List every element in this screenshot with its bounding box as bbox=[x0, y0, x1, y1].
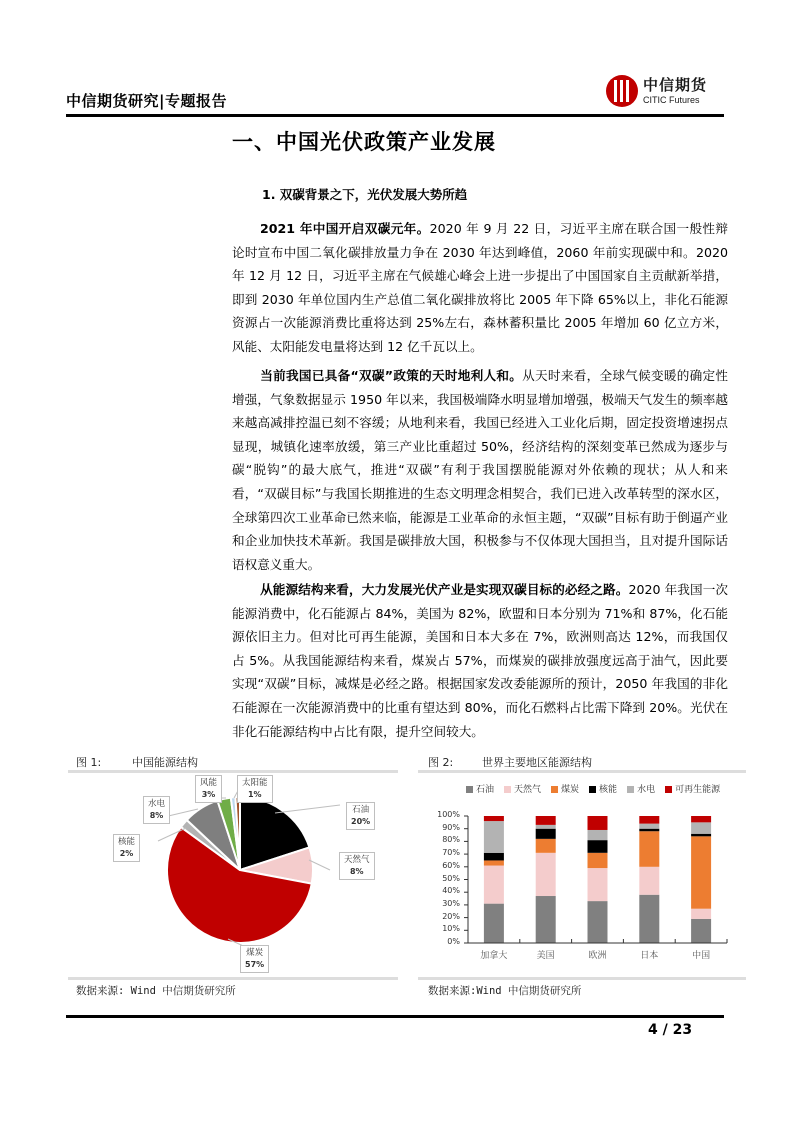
bar-segment bbox=[691, 836, 711, 908]
bar-segment bbox=[639, 895, 659, 943]
y-tick-label: 40% bbox=[442, 886, 460, 896]
pie-label-solar: 太阳能 1% bbox=[237, 775, 273, 803]
bar-segment bbox=[484, 816, 504, 821]
bar-segment bbox=[536, 829, 556, 839]
bar-segment bbox=[588, 868, 608, 901]
section-title: 一、中国光伏政策产业发展 bbox=[232, 130, 496, 154]
bar-segment bbox=[691, 919, 711, 943]
pie-label-gas: 天然气 8% bbox=[339, 852, 375, 880]
bar-segment bbox=[639, 867, 659, 895]
bar-segment bbox=[588, 853, 608, 868]
bar-segment bbox=[588, 901, 608, 943]
bar-segment bbox=[639, 831, 659, 867]
figure-1-bottom-rule bbox=[68, 977, 398, 980]
bar-segment bbox=[536, 816, 556, 825]
paragraph-2-body: 从天时来看，全球气候变暖的确定性增强，气象数据显示 1950 年以来，我国极端降水明显增加增强，极端天气发生的频率越来越高减排控温已刻不容缓；从地利来看，我国已经进入工业化后期，固定投资增速拐点显现，城镇化速率放缓，第三产业比重超过 50%，经济结构的深刻变革已然成为逐步与碳“脱钩”的最大底气，推进“双碳”有利于我国摆脱能源对外依赖的现状；从人和来看，“双碳目标”与我国长期推进的生态文明理念相契合，我们已进入改革转型的深水区，全球第四次工业革命已然来临，能源是工业革命的永恒主题，“双碳”目标有助于倒逼产业和企业加快技术革新。我国是碳排放大国，积极参与不仅体现大国担当，且对提升国际话语权意义重大。 bbox=[232, 368, 728, 572]
bar-segment bbox=[536, 896, 556, 943]
bar-segment bbox=[484, 821, 504, 853]
subsection-title: 1. 双碳背景之下，光伏发展大势所趋 bbox=[262, 187, 468, 202]
legend-item-oil: 石油 bbox=[466, 782, 494, 795]
figure-2-bottom-rule bbox=[418, 977, 746, 980]
header-divider bbox=[66, 114, 724, 117]
citic-futures-logo bbox=[606, 72, 741, 110]
y-tick-label: 80% bbox=[442, 835, 460, 845]
footer-divider bbox=[66, 1015, 724, 1018]
bar-chart-legend bbox=[466, 782, 720, 795]
bar-segment bbox=[639, 829, 659, 832]
legend-item-hydro: 水电 bbox=[627, 782, 655, 795]
bar-segment bbox=[691, 834, 711, 837]
world-energy-stacked-bar-chart bbox=[418, 800, 746, 950]
paragraph-3 bbox=[232, 578, 728, 743]
paragraph-1-lead: 2021 年中国开启双碳元年。 bbox=[260, 221, 430, 236]
legend-item-renewables: 可再生能源 bbox=[665, 782, 720, 795]
legend-item-coal: 煤炭 bbox=[551, 782, 579, 795]
paragraph-1-body: 2020 年 9 月 22 日，习近平主席在联合国一般性辩论时宣布中国二氧化碳排放量力争在 2030 年达到峰值，2060 年前实现碳中和。2020 年 12 月 12 日，习近平主席在气候雄心峰会上进一步提出了中国国家自主贡献新举措，即到 2030 年单位国内生产总值二氧化碳排放将比 2005 年下降 65%以上，非化石能源资源占一次能源消费比重将达到 25%左右，森林蓄积量比 2005 年增加 60 亿立方米，风能、太阳能发电量将达到 12 亿千瓦以上。 bbox=[232, 221, 729, 354]
logo-text-en: CITIC Futures bbox=[643, 94, 700, 105]
figure-1-source: 数据来源: Wind 中信期货研究所 bbox=[76, 985, 236, 997]
bar-segment bbox=[639, 816, 659, 824]
figure-1-label: 图 1: bbox=[76, 756, 102, 769]
y-tick-label: 50% bbox=[442, 873, 460, 883]
bar-segment bbox=[588, 830, 608, 840]
y-tick-label: 10% bbox=[442, 924, 460, 934]
x-tick-label: 美国 bbox=[536, 951, 555, 961]
bar-segment bbox=[484, 860, 504, 865]
figure-1-title: 中国能源结构 bbox=[132, 756, 198, 769]
figure-2-source: 数据来源:Wind 中信期货研究所 bbox=[428, 985, 582, 997]
bar-segment bbox=[536, 825, 556, 829]
pie-label-nuclear: 核能 2% bbox=[113, 834, 140, 862]
y-tick-label: 60% bbox=[442, 860, 460, 870]
page-number: 4 / 23 bbox=[648, 1022, 693, 1038]
y-tick-label: 100% bbox=[437, 810, 460, 819]
bar-segment bbox=[484, 866, 504, 904]
bar-segment bbox=[588, 840, 608, 853]
y-tick-label: 0% bbox=[447, 937, 460, 946]
figure-2-top-rule bbox=[418, 770, 746, 773]
x-tick-label: 中国 bbox=[692, 951, 711, 961]
y-tick-label: 20% bbox=[442, 911, 460, 921]
logo-text-cn: 中信期货 bbox=[643, 75, 708, 94]
y-tick-label: 90% bbox=[442, 822, 460, 832]
bar-segment bbox=[588, 816, 608, 830]
legend-item-gas: 天然气 bbox=[504, 782, 541, 795]
paragraph-3-body: 2020 年我国一次能源消费中，化石能源占 84%，美国为 82%，欧盟和日本分别为 71%和 87%，化石能源依旧主力。但对比可再生能源，美国和日本大多在 7%，欧洲则高达 12%，而我国仅占 5%。从我国能源结构来看，煤炭占 57%，而煤炭的碳排放强度远高于油气，因此要实现“双碳”目标，减煤是必经之路。根据国家发改委能源所的预计，2050 年我国的非化石能源在一次能源消费中的比重有望达到 80%，而化石燃料占比需下降到 20%。光伏在非化石能源结构中占比有限，提升空间较大。 bbox=[232, 582, 728, 739]
bar-segment bbox=[691, 816, 711, 822]
legend-item-nuclear: 核能 bbox=[589, 782, 617, 795]
bar-segment bbox=[484, 904, 504, 943]
y-tick-label: 70% bbox=[442, 848, 460, 858]
paragraph-2-lead: 当前我国已具备“双碳”政策的天时地利人和。 bbox=[260, 368, 523, 383]
x-tick-label: 欧洲 bbox=[588, 951, 607, 961]
bar-segment bbox=[691, 822, 711, 833]
bar-segment bbox=[484, 853, 504, 861]
x-tick-label: 加拿大 bbox=[480, 951, 508, 961]
paragraph-3-lead: 从能源结构来看，大力发展光伏产业是实现双碳目标的必经之路。 bbox=[260, 582, 629, 597]
bar-segment bbox=[536, 853, 556, 896]
bar-segment bbox=[536, 839, 556, 853]
pie-label-hydro: 水电 8% bbox=[143, 796, 170, 824]
bar-segment bbox=[639, 824, 659, 829]
pie-label-wind: 风能 3% bbox=[195, 775, 222, 803]
figure-2-label: 图 2: bbox=[428, 756, 454, 769]
report-header-title: 中信期货研究|专题报告 bbox=[66, 92, 227, 110]
y-tick-label: 30% bbox=[442, 898, 460, 908]
x-tick-label: 日本 bbox=[640, 951, 659, 961]
pie-label-coal: 煤炭 57% bbox=[240, 945, 269, 973]
bar-segment bbox=[691, 909, 711, 919]
paragraph-2 bbox=[232, 364, 728, 576]
paragraph-1 bbox=[232, 217, 728, 359]
figure-2-title: 世界主要地区能源结构 bbox=[482, 756, 592, 769]
citic-logo-icon bbox=[606, 75, 638, 107]
pie-label-oil: 石油 20% bbox=[346, 802, 375, 830]
